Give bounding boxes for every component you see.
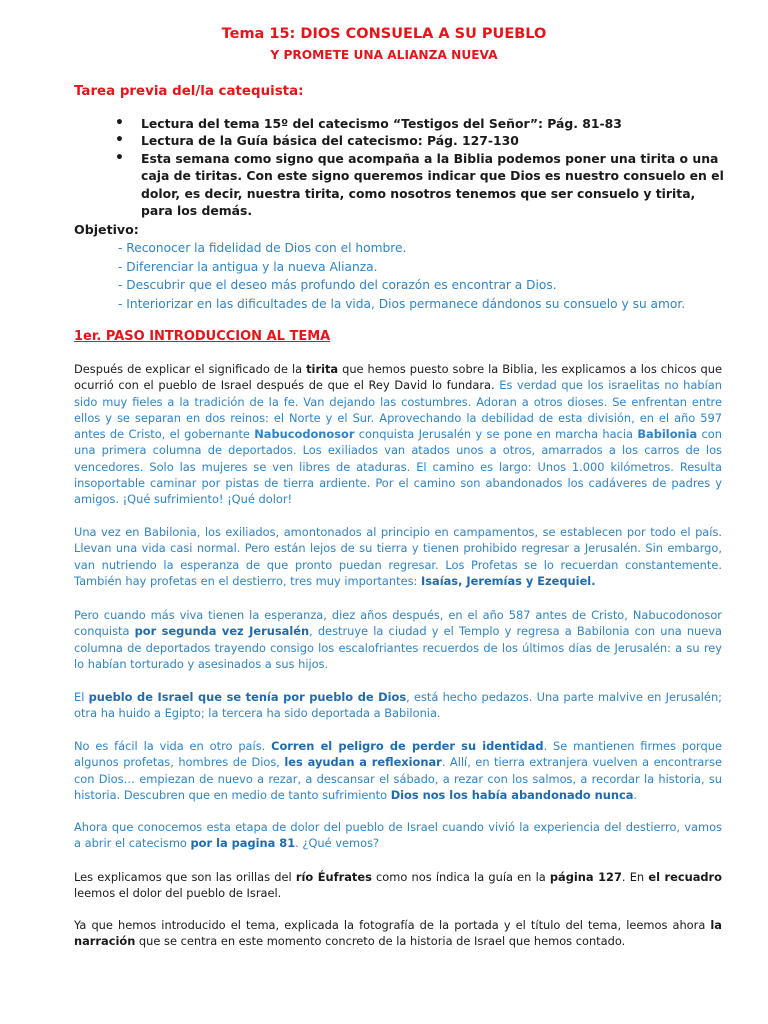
text-run: . ¿Qué vemos? <box>295 836 380 851</box>
text-run: Es verdad que los israelitas no habían sido muy fieles a la tradición de la fe. Van dejando las costumbres. Adoran a otros dioses. Se enfrentan entre ellos y se separan en dos reinos: el Norte y el Sur. Aprovechando la debilidad de esta división, en el año 597 antes de Cristo, el gobernante <box>74 378 722 442</box>
paragraph-2 <box>74 524 722 589</box>
text-run: . En <box>621 870 649 884</box>
text-run: . <box>633 787 638 802</box>
text-run: Pero cuando más viva tienen la esperanza, diez años después, en el año 587 antes de Cristo, Nabucodonosor conquista <box>74 608 722 639</box>
paragraph-5 <box>74 738 722 803</box>
text-run: , está hecho pedazos. Una parte malvive en Jerusalén; otra ha huido a Egipto; la tercera ha sido deportada a Babilonia. <box>74 690 722 721</box>
text-run: El <box>74 690 89 704</box>
tarea-list <box>115 115 725 219</box>
paragraph-7 <box>74 869 722 902</box>
text-run: Después de explicar el significado de la <box>74 362 307 376</box>
text-run-bold: río Éufrates <box>295 870 372 884</box>
document-title: Tema 15: DIOS CONSUELA A SU PUEBLO <box>221 26 547 42</box>
objetivo-item: - Interiorizar en las dificultades de la vida, Dios permanece dándonos su consuelo y su amor. <box>118 296 686 311</box>
text-run-bold: Nabucodonosor <box>254 427 355 442</box>
paso1-heading: 1er. PASO INTRODUCCION AL TEMA <box>74 329 331 344</box>
text-run: . Se mantienen firmes porque algunos profetas, hombres de Dios, <box>74 739 722 770</box>
text-run-bold: les ayudan a reflexionar <box>284 755 442 770</box>
text-run: como nos índica la guía en la <box>371 870 550 884</box>
text-run-bold: Corren el peligro de perder su identidad <box>271 739 544 753</box>
paragraph-4 <box>74 689 722 722</box>
objetivo-item: - Descubrir que el deseo más profundo del corazón es encontrar a Dios. <box>118 278 557 292</box>
text-run: Ahora que conocemos esta etapa de dolor del pueblo de Israel cuando vivió la experiencia del destierro, vamos a abrir el catecismo <box>74 820 722 851</box>
tarea-item: • Lectura del tema 15º del catecismo “Testigos del Señor”: Pág. 81-83 <box>115 115 725 132</box>
text-run-bold: Dios nos los había abandonado nunca <box>390 787 634 802</box>
paragraph-8 <box>74 917 722 950</box>
text-run-bold: por la pagina 81 <box>190 836 296 851</box>
text-run: Les explicamos que son las orillas del <box>74 870 296 884</box>
paragraph-3 <box>74 607 722 672</box>
tarea-heading: Tarea previa del/la catequista: <box>74 84 304 99</box>
text-run-bold: Babilonia <box>637 427 698 442</box>
text-run: No es fácil la vida en otro país. <box>74 739 272 753</box>
text-run: Ya que hemos introducido el tema, explicada la fotografía de la portada y el título del tema, leemos ahora <box>74 918 711 932</box>
text-run-bold: por segunda vez Jerusalén <box>134 624 310 639</box>
paragraph-1 <box>74 361 722 508</box>
text-run: conquista Jerusalén y se pone en marcha hacia <box>354 427 638 442</box>
objetivo-list <box>118 239 685 313</box>
document-subtitle: Y PROMETE UNA ALIANZA NUEVA <box>270 48 498 62</box>
text-run-bold: Isaías, Jeremías y Ezequiel. <box>421 573 596 588</box>
objetivo-heading: Objetivo: <box>74 222 139 237</box>
text-run-bold: pueblo de Israel que se tenía por pueblo de Dios <box>88 690 407 704</box>
tarea-item: • Esta semana como signo que acompaña a la Biblia podemos poner una tirita o una caja de tiritas. Con este signo queremos indicar que Dios es nuestro consuelo en el dolor, es decir, nuestra tirita, como nosotros tenemos que ser consuelo y tirita, para los demás. <box>115 150 725 220</box>
objetivo-item: - Reconocer la fidelidad de Dios con el hombre. <box>118 241 407 255</box>
text-run: . Allí, en tierra extranjera vuelven a encontrarse con Dios… empiezan de nuevo a rezar, a descansar el sábado, a rezar con los salmos, a recordar la historia, su historia. Descubren que en medio de tanto sufrimiento <box>74 755 722 802</box>
tarea-item: • Lectura de la Guía básica del catecismo: Pág. 127-130 <box>115 132 725 149</box>
text-run: que se centra en este momento concreto de la historia de Israel que hemos contado. <box>135 934 626 949</box>
objetivo-item: - Diferenciar la antigua y la nueva Alianza. <box>118 259 378 274</box>
text-run: que hemos puesto sobre la Biblia, les explicamos a los chicos que ocurrió con el pueblo de Israel después de que el Rey David lo fundara. <box>74 362 722 393</box>
text-run: leemos el dolor del pueblo de Israel. <box>74 886 282 901</box>
text-run-bold: el recuadro <box>648 870 722 884</box>
text-run: Una vez en Babilonia, los exiliados, amontonados al principio en campamentos, se establecen por todo el país. Llevan una vida casi normal. Pero están lejos de su tierra y tienen prohibido regresar a Jerusalén. Sin embargo, van nutriendo la esperanza de que pronto puedan regresar. Los Profetas se lo recuerdan constantemente. También hay profetas en el destierro, tres muy importantes: <box>74 525 722 588</box>
paragraph-6 <box>74 819 722 852</box>
text-run: con una primera columna de deportados. Los exiliados van atados unos a otros, amarrados a los carros de los vencedores. Solo las mujeres se ven libres de ataduras. El camino es largo: Unos 1.000 kilómetros. Resulta insoportable caminar por pistas de tierra ardiente. Por el camino son abandonados los cadáveres de padres y amigos. ¡Qué sufrimiento! ¡Qué dolor! <box>74 427 722 507</box>
text-run-bold: tirita <box>306 362 339 376</box>
text-run-bold: la narración <box>74 918 722 949</box>
text-run: , destruye la ciudad y el Templo y regresa a Babilonia con una nueva columna de deportados trayendo consigo los escalofriantes recuerdos de los últimos días de Jerusalén: a su rey lo habían torturado y asesinados a sus hijos. <box>74 624 722 671</box>
text-run-bold: página 127 <box>549 870 622 884</box>
